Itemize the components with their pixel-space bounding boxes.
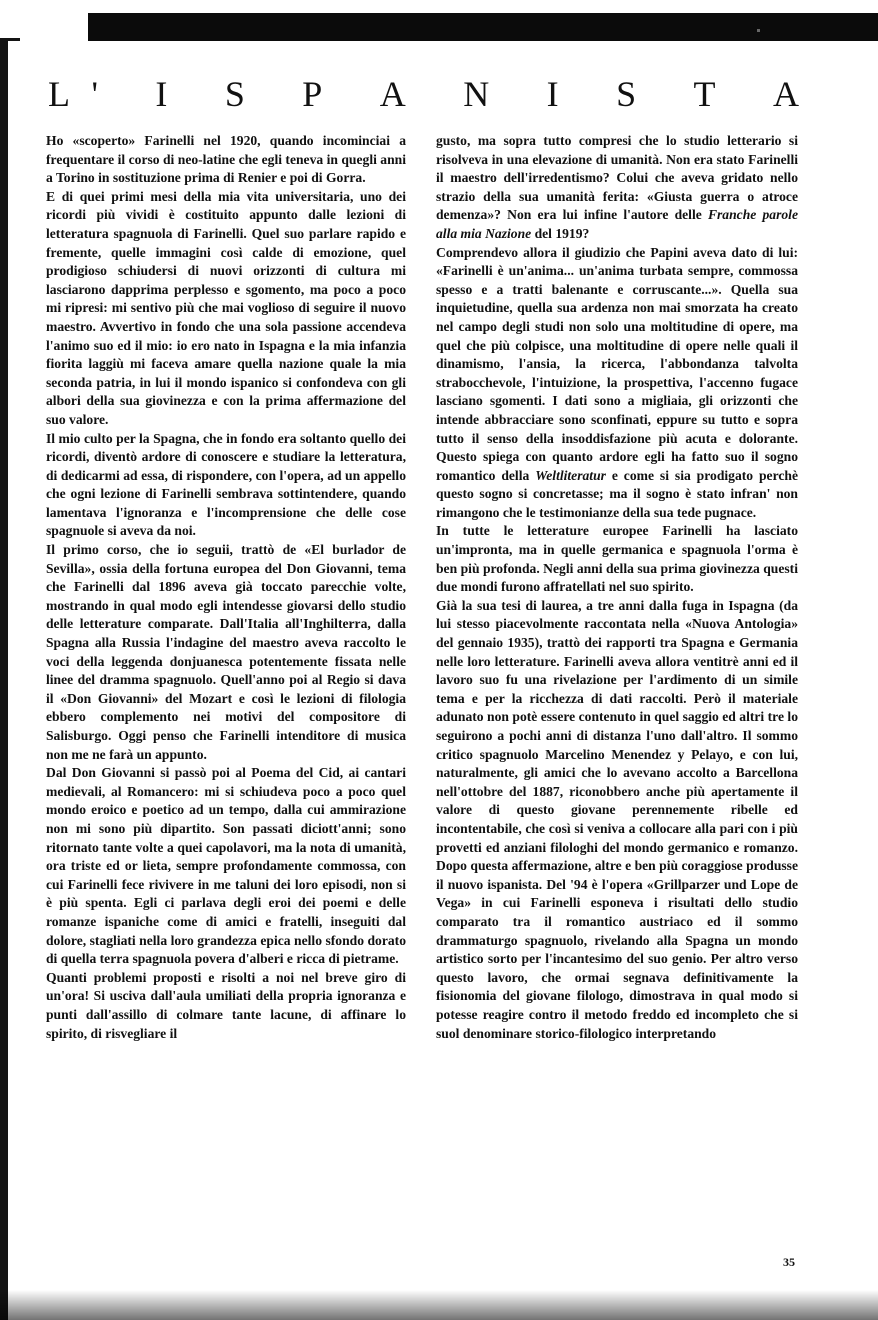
right-column xyxy=(436,132,798,1043)
title-letter: N xyxy=(463,74,491,114)
paragraph-text: Comprendevo allora il giudizio che Papini aveva dato di lui: «Farinelli è un'anima... un'anima turbata sempre, commossa spesso e a tratti balenante e corruscante...». Quella sua inquietudine, quella sua ardenza non mai smorzata ha creato nel campo degli studi non solo una moltitudine di opere, ma quel che più colpisce, una moltitudine di opere nelle quali il dinamismo, l'ansia, la ricerca, l'abbondanza talvolta strabocchevole, l'intuizione, la prospettiva, l'accenno fugace lasciano sgomenti. I dati sono a migliaia, gli orizzonti che intende abbracciare sono sconfinati, eppure su tutto e sopra tutto il senso della insoddisfazione più acuta e dolorante. Questo spiega con quanto ardore egli ha fatto suo il sogno romantico della xyxy=(436,244,798,483)
paragraph-text: del 1919? xyxy=(531,225,590,241)
paragraph: E di quei primi mesi della mia vita universitaria, uno dei ricordi più vividi è costituito appunto dalle lezioni di letteratura spagnuola di Farinelli. Quel suo parlare rapido e fremente, quelle immagini così calde di emozione, quel prodigioso schiudersi di nuovi orizzonti di cultura mi lasciarono dapprima perplesso e sgomento, ma poco a poco mi ripresi: mi sentivo più che mai voglioso di seguire il nuovo maestro. Avvertivo in fondo che una sola passione accendeva l'animo suo ed il mio: io ero nato in Ispagna e la mia infanzia fiorita laggiù mi faceva amare quella nazione quale la mia seconda patria, in lui il mondo ispanico si confondeva con gli albori della sua giovinezza e con la prima affermazione del suo valore. xyxy=(46,188,406,427)
title-letter: A xyxy=(772,74,800,114)
paragraph: Il mio culto per la Spagna, che in fondo era soltanto quello dei ricordi, diventò ardore di conoscere e studiare la letteratura, di dedicarmi ad essa, di rispondere, con l'opera, ad un appello che ogni lezione di Farinelli sembrava sottintendere, quando lamentava l'ignoranza e l'incomprensione che delle cose spagnuole si aveva da noi. xyxy=(46,430,406,539)
page-title xyxy=(48,76,800,112)
paragraph: Già la sua tesi di laurea, a tre anni dalla fuga in Ispagna (da lui stesso piacevolmente raccontata nella «Nuova Antologia» del gennaio 1935), trattò dei rapporti tra Spagna e Germania nelle loro letterature. Farinelli aveva allora ventitrè anni ed il lavoro suo fu una rivelazione per l'ardimento di un simile tema e per la ricchezza di dati raccolti. Però il materiale adunato non potè essere contenuto in quel saggio ed altri tre lo seguirono a pochi anni di distanza l'uno dall'altro. Il sommo critico spagnuolo Marcelino Menendez y Pelayo, e con lui, naturalmente, gli amici che lo avevano accolto a Barcellona nell'ottobre del 1887, riconobbero anche più apertamente il valore di questo giovane perennemente ribelle ed incontentabile, che così si veniva a collocare alla pari con i più provetti ed anziani filologhi del mondo germanico e romanzo. Dopo questa affermazione, altre e ben più coraggiose produsse il nuovo ispanista. Del '94 è l'opera «Grillparzer und Lope de Vega» in cui Farinelli esponeva i risultati dello studio comparato tra il romantico austriaco ed il sommo drammaturgo spagnuolo, rivelando alla Spagna un mondo artistico sorto per l'incantesimo del suo genio. Per altro verso questo lavoro, che ormai segnava definitivamente la fisionomia del giovane filologo, dimostrava in qual modo si potesse reagire contro il metodo freddo ed incompleto che si suol denominare storico-filologico interpretando xyxy=(436,597,798,1041)
paragraph xyxy=(436,244,798,523)
book-title: Franche parole alla mia Nazione xyxy=(436,207,798,241)
paragraph: In tutte le letterature europee Farinelli ha lasciato un'impronta, ma in quelle germanica e spagnuola l'orma è ben più profonda. Negli anni della sua prima giovinezza questi due mondi furono affratellati nel suo spirito. xyxy=(436,523,798,595)
paragraph-text: gusto, ma sopra tutto compresi che lo studio letterario si risolveva in una elevazione di umanità. Non era stato Farinelli il maestro dell'irredentismo? Colui che aveva gridato nello strazio della sua umanità ferita: «Giusta guerra o atroce demenza»? Non era lui infine l'autore delle xyxy=(436,133,798,223)
title-letter: S xyxy=(224,74,246,114)
title-letter: L xyxy=(48,74,71,114)
paragraph: Quanti problemi proposti e risolti a noi nel breve giro di un'ora! Si usciva dall'aula umiliati della propria ignoranza e punti dall'assillo di colmare tante lacune, di affinare lo spirito, di risvegliare il xyxy=(46,969,406,1041)
title-letter: ' xyxy=(91,74,99,114)
title-letter: S xyxy=(616,74,638,114)
top-black-bar xyxy=(88,13,878,41)
bottom-scan-shadow xyxy=(0,1290,878,1320)
title-letter: T xyxy=(693,74,717,114)
title-letter: P xyxy=(302,74,324,114)
paragraph: Ho «scoperto» Farinelli nel 1920, quando incominciai a frequentare il corso di neo-latine che egli teneva in quegli anni a Torino in sostituzione prima di Renier e poi di Gorra. xyxy=(46,133,406,186)
title-letter: I xyxy=(546,74,560,114)
print-speck xyxy=(757,29,760,32)
foreign-term: Weltliteratur xyxy=(535,467,606,483)
paragraph xyxy=(436,132,798,244)
title-letter: I xyxy=(155,74,169,114)
page-number: 35 xyxy=(783,1255,795,1269)
paragraph: Il primo corso, che io seguii, trattò de «El burlador de Sevilla», ossia della fortuna europea del Don Giovanni, tema che Farinelli dal 1896 aveva già toccato parecchie volte, mostrando in qual modo egli intendesse giovarsi dello studio delle letterature comparate. Dall'Italia all'Inghilterra, dalla Spagna alla Russia l'indagine del maestro aveva raccolto le voci della leggenda donjuanesca potentemente fissata nelle linee del dramma spagnuolo. Quell'anno poi al Regio si dava il «Don Giovanni» del Mozart e così le lezioni di filologia ebbero complemento nei motivi del compositore di Salisburgo. Oggi penso che Farinelli intenditore di musica non me ne farà un appunto. xyxy=(46,542,406,762)
left-column xyxy=(46,132,406,1043)
page-edge-left xyxy=(0,40,8,1320)
paragraph: Dal Don Giovanni si passò poi al Poema del Cid, ai cantari medievali, al Romancero: mi si schiudeva poco a poco quel mondo eroico e poetico ad un tempo, dalla cui ammirazione non mi sono più dipartito. Son passati diciott'anni; sono ritornato tante volte a quei capolavori, ma la nota di umanità, ora triste ed or lieta, sempre profondamente commossa, con cui Farinelli fece rivivere in me taluni dei loro episodi, non si è più spenta. Egli ci parlava degli eroi dei poemi e delle romanze ispaniche come di amici e fratelli, inseguiti dal dolore, stagliati nella loro grandezza epica nello sfondo dorato di quella terra spagnuola povera d'alberi e ricca di pietrame. xyxy=(46,765,406,967)
paragraph-text: e come si sia prodigato perchè questo sogno si concretasse; ma il sogno è stato infran' non rimangono che le testimonianze della sua tede pugnace. xyxy=(436,467,799,520)
title-letter: A xyxy=(379,74,407,114)
